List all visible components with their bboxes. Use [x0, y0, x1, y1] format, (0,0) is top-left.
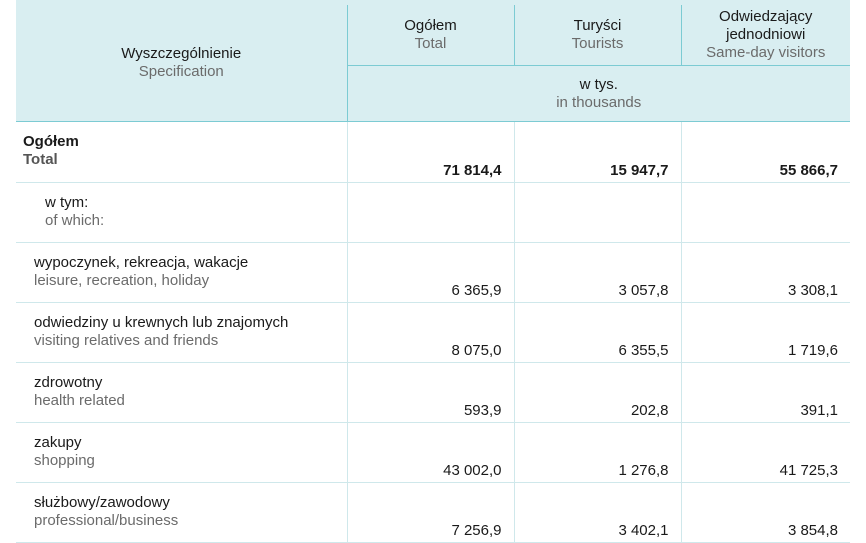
cell-same-day-visitors: 3 308,1: [681, 243, 850, 303]
cell-tourists: [514, 183, 681, 243]
table-row: [16, 243, 850, 303]
table-row: [16, 122, 850, 183]
row-label-pl: Ogółem: [23, 133, 79, 150]
cell-total: 43 002,0: [347, 423, 514, 483]
row-label-en: shopping: [34, 451, 95, 469]
row-label: [16, 122, 347, 183]
header-tourists-en: Tourists: [571, 35, 624, 52]
header-tourists: [514, 5, 681, 66]
header-same-day-visitors-pl: Odwiedzający jednodniowi: [719, 8, 813, 43]
cell-same-day-visitors: 3 854,8: [681, 483, 850, 543]
header-unit-en: in thousands: [556, 93, 642, 111]
cell-total: 7 256,9: [347, 483, 514, 543]
row-label-pl: zakupy: [34, 433, 82, 451]
statistics-table: [16, 5, 850, 543]
header-total-en: Total: [414, 35, 447, 52]
header-tourists-pl: Turyści: [573, 17, 622, 34]
table-row: [16, 183, 850, 243]
cell-tourists: 3 402,1: [514, 483, 681, 543]
row-label: [16, 303, 347, 363]
table-row: [16, 303, 850, 363]
row-label: [16, 423, 347, 483]
row-label: [16, 243, 347, 303]
header-total-pl: Ogółem: [404, 17, 457, 34]
header-unit-pl: w tys.: [579, 75, 618, 93]
header-same-day-visitors-en: Same-day visitors: [706, 44, 826, 61]
cell-tourists: 202,8: [514, 363, 681, 423]
row-label-en: visiting relatives and friends: [34, 331, 219, 349]
row-label-pl: w tym:: [45, 193, 89, 211]
cell-same-day-visitors: 391,1: [681, 363, 850, 423]
cell-same-day-visitors: [681, 183, 850, 243]
cell-tourists: 1 276,8: [514, 423, 681, 483]
cell-same-day-visitors: 41 725,3: [681, 423, 850, 483]
row-label-pl: odwiedziny u krewnych lub znajomych: [34, 313, 289, 331]
cell-same-day-visitors: 55 866,7: [681, 122, 850, 183]
table-row: [16, 423, 850, 483]
header-specification-pl: Wyszczególnienie: [121, 45, 242, 62]
cell-total: [347, 183, 514, 243]
cell-total: 8 075,0: [347, 303, 514, 363]
cell-tourists: 3 057,8: [514, 243, 681, 303]
cell-tourists: 6 355,5: [514, 303, 681, 363]
table-header: [16, 5, 850, 122]
header-specification-en: Specification: [138, 63, 224, 80]
row-label-pl: zdrowotny: [34, 373, 103, 391]
row-label-en: professional/business: [34, 511, 179, 529]
row-label-en: health related: [34, 391, 125, 409]
cell-total: 71 814,4: [347, 122, 514, 183]
cell-total: 6 365,9: [347, 243, 514, 303]
row-label-pl: służbowy/zawodowy: [34, 493, 170, 511]
row-label-en: leisure, recreation, holiday: [34, 271, 210, 289]
header-same-day-visitors: [681, 5, 850, 66]
table-row: [16, 363, 850, 423]
header-unit: [347, 66, 850, 122]
table-body: [16, 122, 850, 543]
header-specification: [16, 5, 347, 122]
header-total: [347, 5, 514, 66]
row-label: [16, 363, 347, 423]
cell-same-day-visitors: 1 719,6: [681, 303, 850, 363]
cell-total: 593,9: [347, 363, 514, 423]
cell-tourists: 15 947,7: [514, 122, 681, 183]
row-label-en: Total: [23, 151, 58, 168]
row-label: [16, 183, 347, 243]
row-label-pl: wypoczynek, rekreacja, wakacje: [34, 253, 249, 271]
row-label-en: of which:: [45, 211, 105, 229]
